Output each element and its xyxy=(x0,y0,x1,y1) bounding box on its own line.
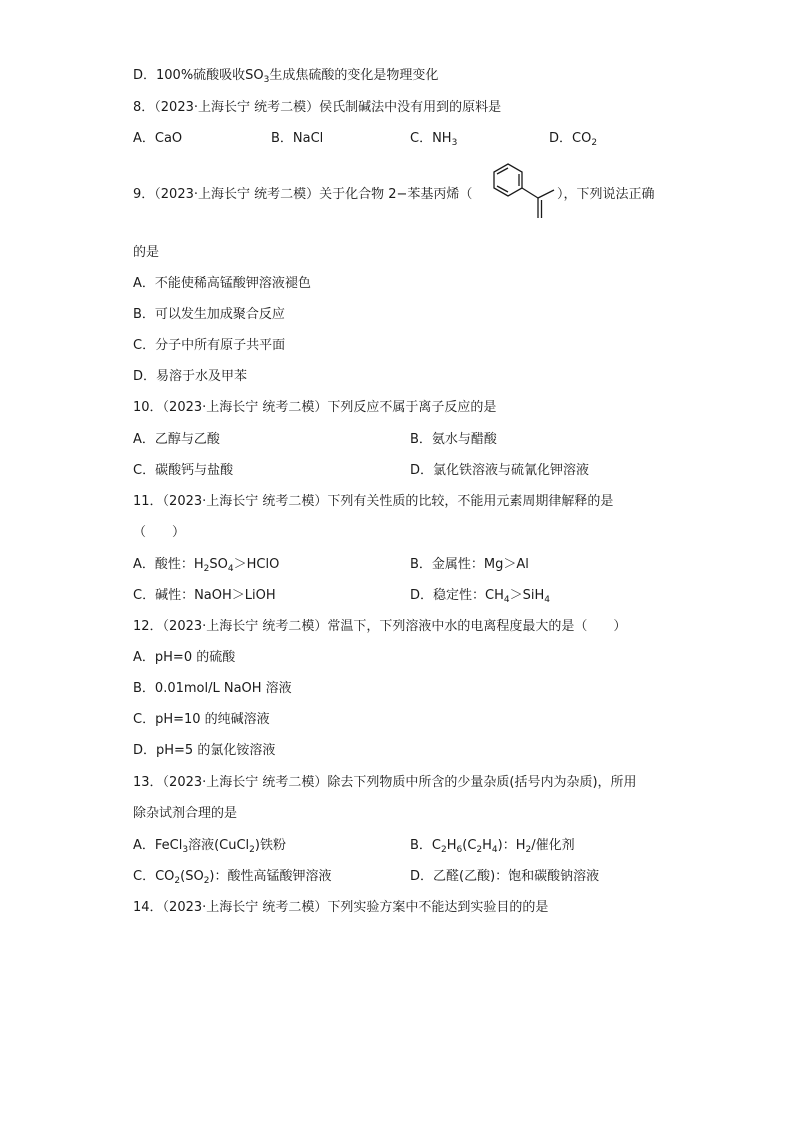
q13-stem: 13．（2023·上海长宁 统考二模）除去下列物质中所含的少量杂质(括号内为杂质)，所用 xyxy=(133,775,637,790)
q11-stem-cont: （ ） xyxy=(133,525,186,540)
q12-option-d: D．pH=5 的氯化铵溶液 xyxy=(133,743,276,758)
q9-option-d: D．易溶于水及甲苯 xyxy=(133,369,248,384)
q12-option-a: A．pH=0 的硫酸 xyxy=(133,650,236,665)
q11-stem: 11．（2023·上海长宁 统考二模）下列有关性质的比较，不能用元素周期律解释的是 xyxy=(133,494,614,509)
q10-option-b: B．氨水与醋酸 xyxy=(410,432,497,447)
q9-stem-cont: 的是 xyxy=(133,245,160,260)
q13-option-b: B．$C_2H_6(C_2H_4)$：$H_2/$催化剂 xyxy=(410,838,575,855)
q8-option-d: D．$CO_2$ xyxy=(549,131,598,148)
q12-option-b: B．0.01mol/L NaOH 溶液 xyxy=(133,681,292,696)
q7-option-d: D．100%硫酸吸收$SO_3$生成焦硫酸的变化是物理变化 xyxy=(133,68,439,85)
q10-option-c: C．碳酸钙与盐酸 xyxy=(133,463,234,478)
q12-option-c: C．pH=10 的纯碱溶液 xyxy=(133,712,270,727)
q9-option-b: B．可以发生加成聚合反应 xyxy=(133,307,285,322)
q9-stem-part1: 9．（2023·上海长宁 统考二模）关于化合物 2−苯基丙烯（ xyxy=(133,187,473,202)
q9-stem-part2: ），下列说法正确 xyxy=(557,187,655,202)
q8-stem: 8．（2023·上海长宁 统考二模）侯氏制碱法中没有用到的原料是 xyxy=(133,100,502,115)
q9-option-a: A．不能使稀高锰酸钾溶液褪色 xyxy=(133,276,311,291)
q13-option-d: D．乙醛(乙酸)：饱和碳酸钠溶液 xyxy=(410,869,600,884)
q10-option-d: D．氯化铁溶液与硫氰化钾溶液 xyxy=(410,463,590,478)
q8-option-a: A．CaO xyxy=(133,131,183,146)
q12-stem: 12．（2023·上海长宁 统考二模）常温下，下列溶液中水的电离程度最大的是（ ） xyxy=(133,619,627,634)
q11-option-a: A．酸性：$H_2SO_4>HClO$ xyxy=(133,557,280,574)
q13-stem-cont: 除杂试剂合理的是 xyxy=(133,806,238,821)
q8-option-c: C．$NH_3$ xyxy=(410,131,458,148)
q9-option-c: C．分子中所有原子共平面 xyxy=(133,338,286,353)
q10-stem: 10．（2023·上海长宁 统考二模）下列反应不属于离子反应的是 xyxy=(133,400,497,415)
q10-option-a: A．乙醇与乙酸 xyxy=(133,432,220,447)
q11-option-b: B．金属性：Mg＞Al xyxy=(410,557,529,572)
q13-option-a: A．FeCl$_3$溶液(CuCl$_2$)铁粉 xyxy=(133,838,286,855)
q13-option-c: C．$CO_2(SO_2)$：酸性高锰酸钾溶液 xyxy=(133,869,332,886)
q11-option-d: D．稳定性：$CH_4>SiH_4$ xyxy=(410,588,550,605)
q14-stem: 14．（2023·上海长宁 统考二模）下列实验方案中不能达到实验目的的是 xyxy=(133,900,549,915)
alpha-methylstyrene-structure-image xyxy=(480,160,560,232)
q8-option-b: B．NaCl xyxy=(271,131,324,146)
q11-option-c: C．碱性：NaOH＞LiOH xyxy=(133,588,276,603)
